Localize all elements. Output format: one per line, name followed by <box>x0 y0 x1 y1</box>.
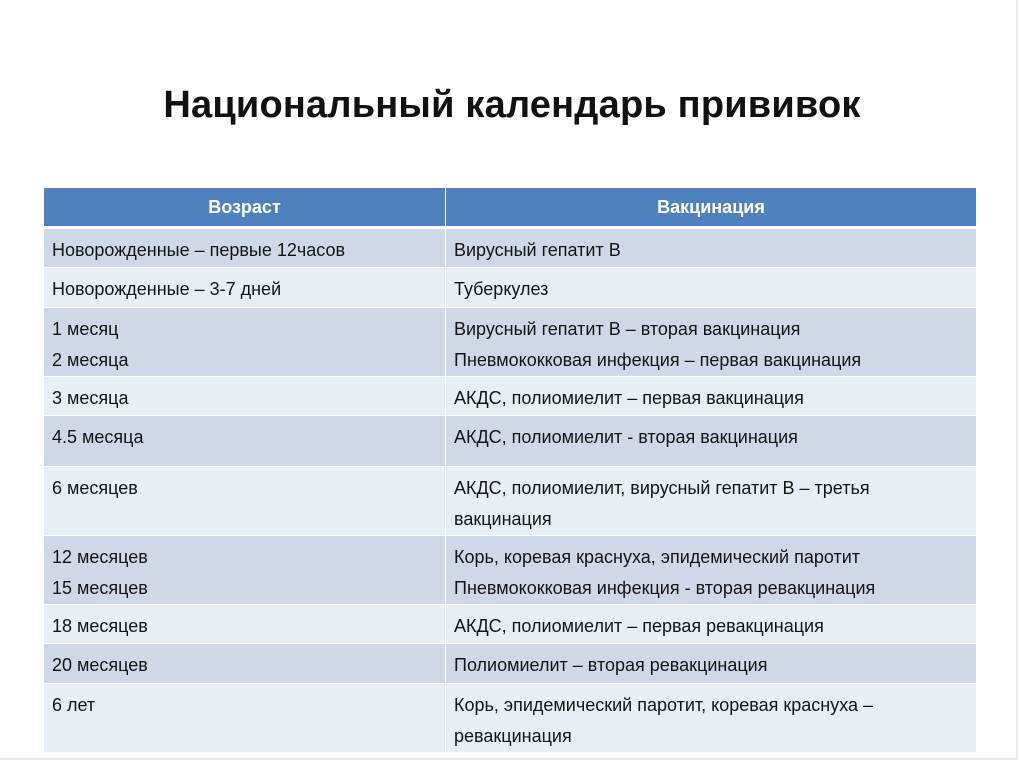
age-text: 6 лет <box>52 695 96 715</box>
age-text: Новорожденные – 3-7 дней <box>52 279 282 299</box>
age-cell <box>44 536 446 605</box>
age-cell <box>44 644 446 684</box>
vaccination-schedule-table <box>43 187 977 753</box>
age-text: 6 месяцев <box>52 478 138 498</box>
vaccination-cell <box>446 308 977 377</box>
header-vaccination: Вакцинация <box>446 188 977 228</box>
table-row <box>44 377 977 416</box>
table-row <box>44 684 977 753</box>
age-text: 15 месяцев <box>52 578 148 598</box>
age-cell <box>44 377 446 416</box>
age-text: 1 месяц <box>52 319 119 339</box>
vaccination-text: АКДС, полиомиелит, вирусный гепатит В – третья вакцинация <box>454 478 870 529</box>
vaccination-cell <box>446 416 977 467</box>
age-text: 3 месяца <box>52 388 129 408</box>
age-text: 4.5 месяца <box>52 427 144 447</box>
table-row <box>44 605 977 644</box>
age-cell <box>44 416 446 467</box>
vaccination-cell <box>446 536 977 605</box>
table-row <box>44 308 977 377</box>
vaccination-text: АКДС, полиомиелит – первая ревакцинация <box>454 616 824 636</box>
vaccination-text: Полиомиелит – вторая ревакцинация <box>454 655 768 675</box>
vaccination-text: Туберкулез <box>454 279 549 299</box>
age-text: 2 месяца <box>52 350 129 370</box>
vaccination-cell <box>446 228 977 268</box>
vaccination-cell <box>446 644 977 684</box>
vaccination-text: Пневмококковая инфекция – первая вакцинация <box>454 350 862 370</box>
vaccination-cell <box>446 605 977 644</box>
table-row <box>44 228 977 268</box>
table-row <box>44 416 977 467</box>
vaccination-cell <box>446 268 977 308</box>
table-row <box>44 644 977 684</box>
age-text: 18 месяцев <box>52 616 148 636</box>
header-age: Возраст <box>44 188 446 228</box>
vaccination-text: Корь, коревая краснуха, эпидемический паротит <box>454 547 860 567</box>
vaccination-cell <box>446 684 977 753</box>
table-row <box>44 536 977 605</box>
age-text: 12 месяцев <box>52 547 148 567</box>
age-cell <box>44 684 446 753</box>
vaccination-text: Вирусный гепатит В <box>454 240 621 260</box>
vaccination-text: Пневмококковая инфекция - вторая ревакцинация <box>454 578 876 598</box>
vaccination-text: АКДС, полиомиелит - вторая вакцинация <box>454 427 798 447</box>
age-cell <box>44 308 446 377</box>
vaccination-cell <box>446 377 977 416</box>
vaccination-text: Вирусный гепатит В – вторая вакцинация <box>454 319 801 339</box>
age-text: 20 месяцев <box>52 655 148 675</box>
age-cell <box>44 605 446 644</box>
age-text: Новорожденные – первые 12часов <box>52 240 346 260</box>
age-cell <box>44 268 446 308</box>
table-row <box>44 467 977 536</box>
vaccination-text: АКДС, полиомиелит – первая вакцинация <box>454 388 804 408</box>
vaccination-text: Корь, эпидемический паротит, коревая краснуха – ревакцинация <box>454 695 874 746</box>
age-cell <box>44 228 446 268</box>
table-header-row <box>44 188 977 228</box>
age-cell <box>44 467 446 536</box>
slide-title: Национальный календарь прививок <box>163 84 861 126</box>
table-row <box>44 268 977 308</box>
vaccination-cell <box>446 467 977 536</box>
